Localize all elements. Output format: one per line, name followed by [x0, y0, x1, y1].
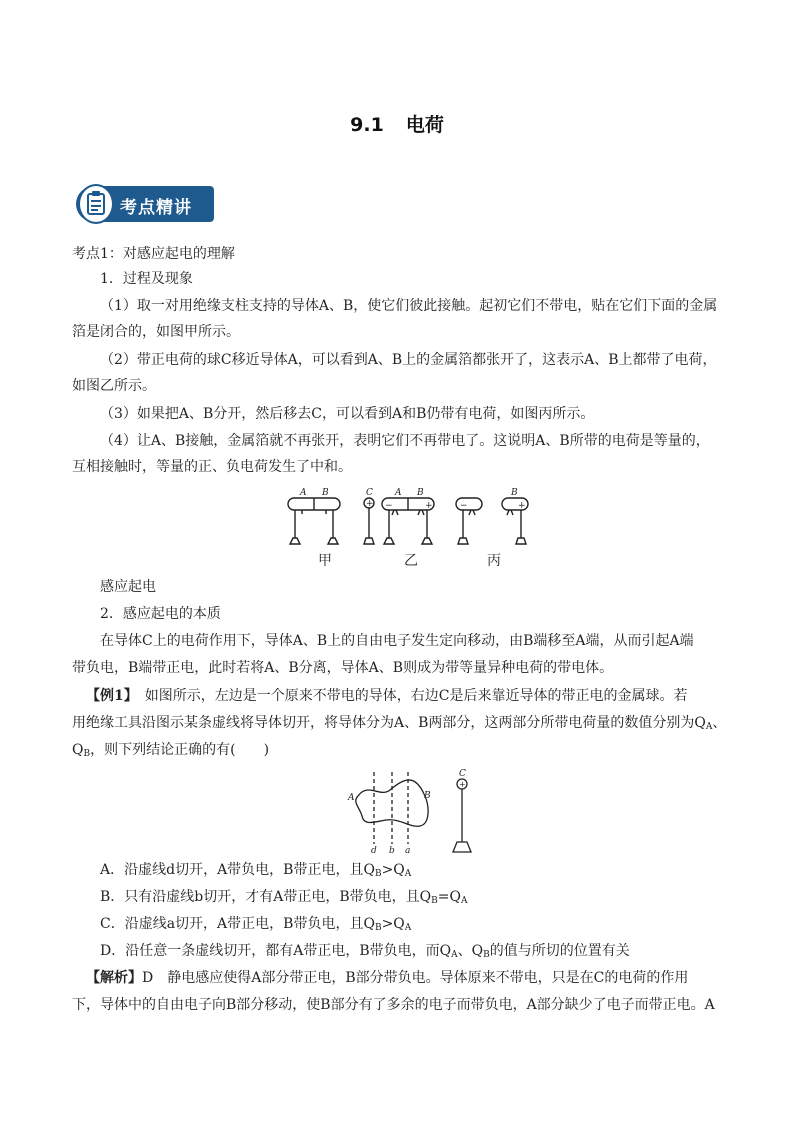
- fig2-label-a: A: [348, 793, 355, 803]
- caption-bing: 丙: [487, 553, 501, 569]
- fig2-line-b: b: [389, 846, 395, 856]
- banner-label: 考点精讲: [120, 198, 192, 218]
- example-line1: 如图所示，左边是一个原来不带电的导体，右边C是后来靠近导体的带正电的金属球。若: [144, 688, 688, 704]
- conductor-figure: [340, 768, 480, 858]
- fig1-label-a2: A: [395, 488, 402, 498]
- analysis-line2: 下，导体中的自由电子向B部分移动，使B部分有了多余的电子而带负电，A部分缺少了电子而带正电。A: [72, 997, 715, 1013]
- option-c: C．沿虚线a切开，A带正电，B带负电，且$Q_B>Q_A$: [100, 916, 412, 933]
- fig1-minus-a3: −: [460, 501, 468, 511]
- section-title: 电荷: [405, 114, 444, 136]
- fig2-sphere-plus: +: [459, 780, 466, 789]
- topic-heading: 考点1：对感应起电的理解: [72, 246, 235, 262]
- fig1-label-b3: B: [511, 488, 518, 498]
- fig1-label-b2: B: [417, 488, 424, 498]
- fig2-label-c: C: [459, 769, 466, 779]
- section-number: 9.1: [350, 114, 384, 136]
- example-1: [86, 687, 687, 706]
- step1-line2: 箔是闭合的，如图甲所示。: [72, 324, 240, 340]
- caption-yi: 乙: [404, 553, 418, 569]
- step1-line1: （1）取一对用绝缘支柱支持的导体A、B，使它们彼此接触。起初它们不带电，贴在它们下面的金属: [100, 298, 718, 314]
- fig1-plus-b3: +: [518, 501, 526, 511]
- step3-line1: （3）如果把A、B分开，然后移去C，可以看到A和B仍带有电荷，如图丙所示。: [100, 406, 595, 422]
- example-line3: $Q_B$，则下列结论正确的有( ): [72, 742, 270, 759]
- fig1-minus-a: −: [385, 501, 393, 511]
- step4-line1: （4）让A、B接触，金属箔就不再张开，表明它们不再带电了。这说明A、B所带的电荷是等量的，: [100, 433, 710, 449]
- section-banner: [76, 184, 216, 224]
- example-tag: 【例1】: [86, 688, 131, 704]
- essence-line2: 带负电，B端带正电，此时若将A、B分离，导体A、B则成为带等量异种电荷的带电体。: [72, 660, 614, 676]
- figure-title: 感应起电: [100, 579, 156, 595]
- fig1-sphere-plus: +: [366, 499, 374, 509]
- fig1-label-c: C: [366, 488, 373, 498]
- fig1-plus-b: +: [425, 501, 433, 511]
- fig2-label-b: B: [424, 791, 431, 801]
- step2-line1: （2）带正电荷的球C移近导体A，可以看到A、B上的金属箔都张开了，这表示A、B上都带了电荷，: [100, 352, 717, 368]
- step2-line2: 如图乙所示。: [72, 378, 156, 394]
- essence-line1: 在导体C上的电荷作用下，导体A、B上的自由电子发生定向移动，由B端移至A端，从而引起A端: [100, 633, 694, 649]
- step4-line2: 互相接触时，等量的正、负电荷发生了中和。: [72, 459, 352, 475]
- analysis-tag: 【解析】: [86, 970, 142, 986]
- fig1-label-b: B: [322, 488, 329, 498]
- caption-jia: 甲: [318, 553, 332, 569]
- subheading-essence: 2．感应起电的本质: [100, 606, 221, 622]
- clipboard-icon: [78, 184, 114, 224]
- subheading-process: 1．过程及现象: [100, 271, 193, 287]
- option-d: D．沿任意一条虚线切开，都有A带正电，B带负电，而$Q_A$、$Q_B$的值与所切的位置有关: [100, 943, 630, 960]
- example-line2: 用绝缘工具沿图示某条虚线将导体切开，将导体分为A、B两部分，这两部分所带电荷量的数值分别为$Q_A$、: [72, 715, 727, 732]
- option-b: B．只有沿虚线b切开，才有A带正电，B带负电，且$Q_B=Q_A$: [100, 889, 468, 906]
- page-title: [0, 110, 794, 137]
- fig2-line-a: a: [405, 846, 411, 856]
- option-a: A．沿虚线d切开，A带负电，B带正电，且$Q_B>Q_A$: [100, 862, 412, 879]
- analysis-line1: 【解析】D 静电感应使得A部分带正电，B部分带负电。导体原来不带电，只是在C的电荷的作用: [86, 970, 689, 986]
- fig2-line-d: d: [371, 846, 377, 856]
- fig1-label-a: A: [300, 488, 307, 498]
